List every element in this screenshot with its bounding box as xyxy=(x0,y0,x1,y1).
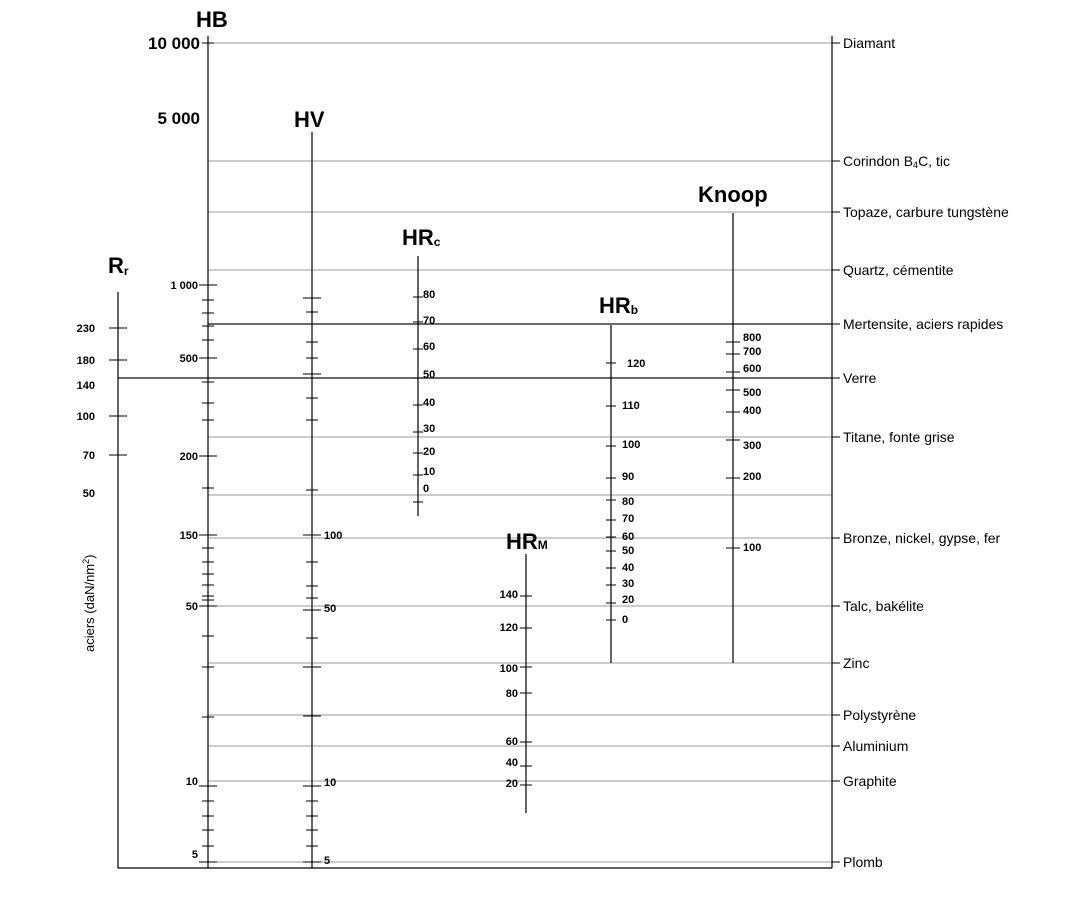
hrb-tick-label: 60 xyxy=(622,531,635,543)
knoop-tick-label: 600 xyxy=(743,363,762,375)
hrm-title-subscript: M xyxy=(537,538,548,552)
knoop-tick-label: 200 xyxy=(743,471,762,483)
hrc-tick-label: 20 xyxy=(423,446,436,458)
material-name: Bronze, nickel, gypse, fer xyxy=(843,530,1001,546)
hb-tick-label: 5 xyxy=(191,849,198,861)
hrb-tick-label: 110 xyxy=(622,400,640,412)
material-label xyxy=(843,370,877,386)
hrb-scale-title xyxy=(599,293,638,318)
material-reference-lines xyxy=(118,43,832,868)
material-labels xyxy=(843,35,1009,870)
material-name: Verre xyxy=(843,370,877,386)
hrm-tick-label: 40 xyxy=(505,757,518,769)
knoop-tick-label: 700 xyxy=(743,346,762,358)
rr-tick-label: 70 xyxy=(82,450,95,462)
hrb-tick-label: 70 xyxy=(622,513,635,525)
material-label xyxy=(843,429,955,445)
hrc-scale-title xyxy=(402,225,441,250)
hb-tick-label: 10 000 xyxy=(148,34,200,53)
knoop-tick-label: 500 xyxy=(743,387,762,399)
material-name: Corindon B xyxy=(843,153,914,169)
hb-tick-label: 5 000 xyxy=(157,109,200,128)
hrb-tick-label: 100 xyxy=(622,439,641,451)
hrc-tick-label: 10 xyxy=(423,466,436,478)
hrb-tick-label: 40 xyxy=(622,562,635,574)
hrb-tick-label: 80 xyxy=(622,496,635,508)
hrb-title-subscript: b xyxy=(630,303,639,317)
hrb-tick-label: 120 xyxy=(627,358,646,370)
hrm-tick-label: 60 xyxy=(505,736,518,748)
rr-title-main: R xyxy=(108,253,124,278)
material-name: Talc, bakélite xyxy=(843,598,924,614)
material-label xyxy=(843,598,924,614)
hb-tick-label: 200 xyxy=(179,451,198,463)
scale-ticks xyxy=(109,43,840,862)
hrm-scale-title xyxy=(506,529,548,554)
rr-unit-main: aciers (daN/nm xyxy=(82,563,97,652)
knoop-tick-label: 800 xyxy=(743,332,762,344)
rr-unit-close: ) xyxy=(82,554,97,559)
material-label xyxy=(843,530,1001,546)
material-label xyxy=(843,773,897,789)
material-label xyxy=(843,262,954,278)
hv-tick-label: 10 xyxy=(324,777,337,789)
hrb-tick-label: 0 xyxy=(622,614,629,626)
rr-tick-label: 180 xyxy=(76,355,95,367)
rr-unit-label xyxy=(81,555,97,653)
hrm-tick-label: 120 xyxy=(499,622,518,634)
hrb-tick-label: 50 xyxy=(622,545,635,557)
hb-tick-label: 50 xyxy=(185,601,198,613)
material-label xyxy=(843,738,908,754)
rr-tick-label: 140 xyxy=(76,380,95,392)
hrc-tick-label: 0 xyxy=(423,483,430,495)
hrc-tick-label: 70 xyxy=(423,315,436,327)
hrm-tick-label: 20 xyxy=(505,778,518,790)
material-label xyxy=(843,153,950,170)
hrm-tick-label: 80 xyxy=(505,688,518,700)
hb-tick-label: 500 xyxy=(179,353,198,365)
knoop-scale-title: Knoop xyxy=(698,182,768,207)
hrb-title-main: HR xyxy=(599,293,631,318)
material-label xyxy=(843,316,1003,332)
hrc-tick-label: 50 xyxy=(423,369,436,381)
rr-unit-sup: 2 xyxy=(81,558,91,564)
rr-tick-label: 50 xyxy=(82,488,95,500)
hv-tick-label: 100 xyxy=(324,530,343,542)
material-name: Zinc xyxy=(843,655,870,671)
knoop-tick-label: 300 xyxy=(743,440,762,452)
material-name: Polystyrène xyxy=(843,707,917,723)
material-name: Titane, fonte grise xyxy=(843,429,955,445)
material-name-rest: C, tic xyxy=(918,153,950,169)
hrm-tick-label: 140 xyxy=(499,589,518,601)
hrc-tick-label: 60 xyxy=(423,341,436,353)
material-label xyxy=(843,35,895,51)
hrb-tick-label: 30 xyxy=(622,578,635,590)
rr-tick-label: 100 xyxy=(76,411,95,423)
material-name: Topaze, carbure tungstène xyxy=(843,204,1009,220)
hrc-tick-label: 40 xyxy=(423,397,436,409)
material-label xyxy=(843,655,869,671)
rr-scale-title xyxy=(108,253,129,278)
hrb-tick-label: 90 xyxy=(622,471,635,483)
tick-labels xyxy=(77,34,762,867)
hrm-tick-label: 100 xyxy=(499,663,518,675)
hrm-title-main: HR xyxy=(506,529,538,554)
material-name: Mertensite, aciers rapides xyxy=(843,316,1004,332)
material-name: Quartz, cémentite xyxy=(843,262,954,278)
material-name: Aluminium xyxy=(843,738,909,754)
hrc-title-subscript: c xyxy=(433,235,441,249)
hrb-tick-label: 20 xyxy=(622,594,635,606)
material-label xyxy=(843,204,1009,220)
material-label xyxy=(843,854,883,870)
material-label xyxy=(843,707,916,723)
hv-tick-label: 5 xyxy=(324,855,331,867)
rr-tick-label: 230 xyxy=(76,323,95,335)
hb-tick-label: 1 000 xyxy=(170,280,198,292)
material-name: Plomb xyxy=(843,854,883,870)
hv-scale-title: HV xyxy=(294,107,325,132)
hb-scale-title: HB xyxy=(196,7,228,32)
material-subscript: 4 xyxy=(913,160,919,170)
knoop-tick-label: 100 xyxy=(743,542,762,554)
hrc-title-main: HR xyxy=(402,225,434,250)
rr-title-subscript: r xyxy=(123,264,129,278)
hb-tick-label: 150 xyxy=(179,530,198,542)
hrc-tick-label: 30 xyxy=(423,423,436,435)
material-name: Diamant xyxy=(843,35,896,51)
material-name: Graphite xyxy=(843,773,897,789)
hv-tick-label: 50 xyxy=(324,603,337,615)
knoop-tick-label: 400 xyxy=(743,405,762,417)
hrc-tick-label: 80 xyxy=(423,289,436,301)
hb-tick-label: 10 xyxy=(185,776,198,788)
